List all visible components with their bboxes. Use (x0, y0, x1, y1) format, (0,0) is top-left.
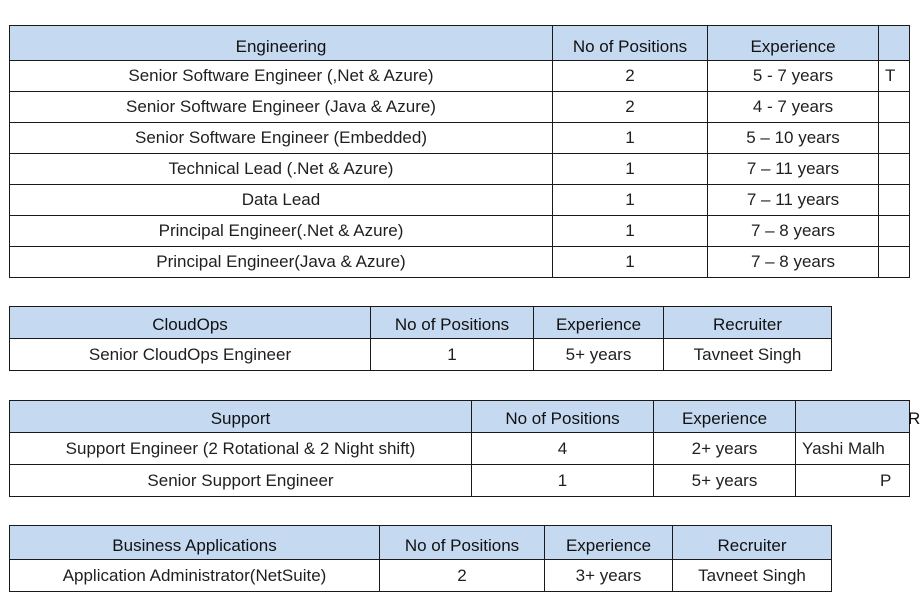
positions-cell: 2 (553, 61, 708, 92)
experience-cell: 5+ years (654, 465, 796, 497)
positions-cell: 2 (380, 560, 545, 592)
recruiter-cell: Tavneet Singh (673, 560, 832, 592)
recruiter-cell (879, 216, 910, 247)
positions-cell: 2 (553, 92, 708, 123)
positions-cell: 1 (553, 247, 708, 278)
header-department: Support (10, 401, 472, 433)
role-cell: Support Engineer (2 Rotational & 2 Night shift) (10, 433, 472, 465)
header-experience: Experience (654, 401, 796, 433)
engineering-table (9, 25, 910, 278)
experience-cell: 5+ years (534, 339, 664, 371)
table-header-row (10, 526, 832, 560)
recruiter-cell: Tavneet Singh (664, 339, 832, 371)
table-row (10, 339, 832, 371)
recruiter-cell (879, 154, 910, 185)
positions-cell: 1 (553, 216, 708, 247)
table-row (10, 185, 910, 216)
recruiter-cell: P (796, 465, 910, 497)
table-row (10, 465, 910, 497)
role-cell: Senior Software Engineer (Embedded) (10, 123, 553, 154)
header-positions: No of Positions (371, 307, 534, 339)
role-cell: Senior Support Engineer (10, 465, 472, 497)
role-cell: Senior Software Engineer (,Net & Azure) (10, 61, 553, 92)
experience-cell: 4 - 7 years (708, 92, 879, 123)
role-cell: Data Lead (10, 185, 553, 216)
table-row (10, 433, 910, 465)
header-positions: No of Positions (380, 526, 545, 560)
header-experience: Experience (545, 526, 673, 560)
experience-cell: 7 – 8 years (708, 247, 879, 278)
header-recruiter (879, 26, 910, 61)
table-row (10, 247, 910, 278)
table-header-row (10, 401, 910, 433)
header-department: Business Applications (10, 526, 380, 560)
table-row (10, 560, 832, 592)
experience-cell: 5 - 7 years (708, 61, 879, 92)
recruiter-cell (879, 123, 910, 154)
header-positions: No of Positions (553, 26, 708, 61)
business-applications-table (9, 525, 832, 592)
table-row (10, 154, 910, 185)
positions-cell: 1 (472, 465, 654, 497)
table-row (10, 92, 910, 123)
role-cell: Principal Engineer(.Net & Azure) (10, 216, 553, 247)
experience-cell: 3+ years (545, 560, 673, 592)
header-recruiter: Recruiter (664, 307, 832, 339)
role-cell: Senior Software Engineer (Java & Azure) (10, 92, 553, 123)
header-department: Engineering (10, 26, 553, 61)
positions-cell: 1 (553, 123, 708, 154)
recruiter-cell: Yashi Malh (796, 433, 910, 465)
header-experience: Experience (534, 307, 664, 339)
table-row (10, 123, 910, 154)
experience-cell: 7 – 8 years (708, 216, 879, 247)
header-positions: No of Positions (472, 401, 654, 433)
header-recruiter: Recruiter (673, 526, 832, 560)
header-recruiter: R (796, 401, 910, 433)
role-cell: Principal Engineer(Java & Azure) (10, 247, 553, 278)
role-cell: Application Administrator(NetSuite) (10, 560, 380, 592)
support-table (9, 400, 920, 497)
table-row (10, 61, 910, 92)
recruiter-cell (879, 247, 910, 278)
header-experience: Experience (708, 26, 879, 61)
experience-cell: 7 – 11 years (708, 185, 879, 216)
table-row (10, 216, 910, 247)
experience-cell: 5 – 10 years (708, 123, 879, 154)
role-cell: Technical Lead (.Net & Azure) (10, 154, 553, 185)
header-department: CloudOps (10, 307, 371, 339)
table-header-row (10, 26, 910, 61)
positions-cell: 4 (472, 433, 654, 465)
recruiter-cell (879, 92, 910, 123)
experience-cell: 7 – 11 years (708, 154, 879, 185)
cloudops-table (9, 306, 832, 371)
recruiter-cell: T (879, 61, 910, 92)
table-header-row (10, 307, 832, 339)
role-cell: Senior CloudOps Engineer (10, 339, 371, 371)
recruiter-cell (879, 185, 910, 216)
positions-cell: 1 (553, 154, 708, 185)
positions-cell: 1 (371, 339, 534, 371)
experience-cell: 2+ years (654, 433, 796, 465)
positions-cell: 1 (553, 185, 708, 216)
